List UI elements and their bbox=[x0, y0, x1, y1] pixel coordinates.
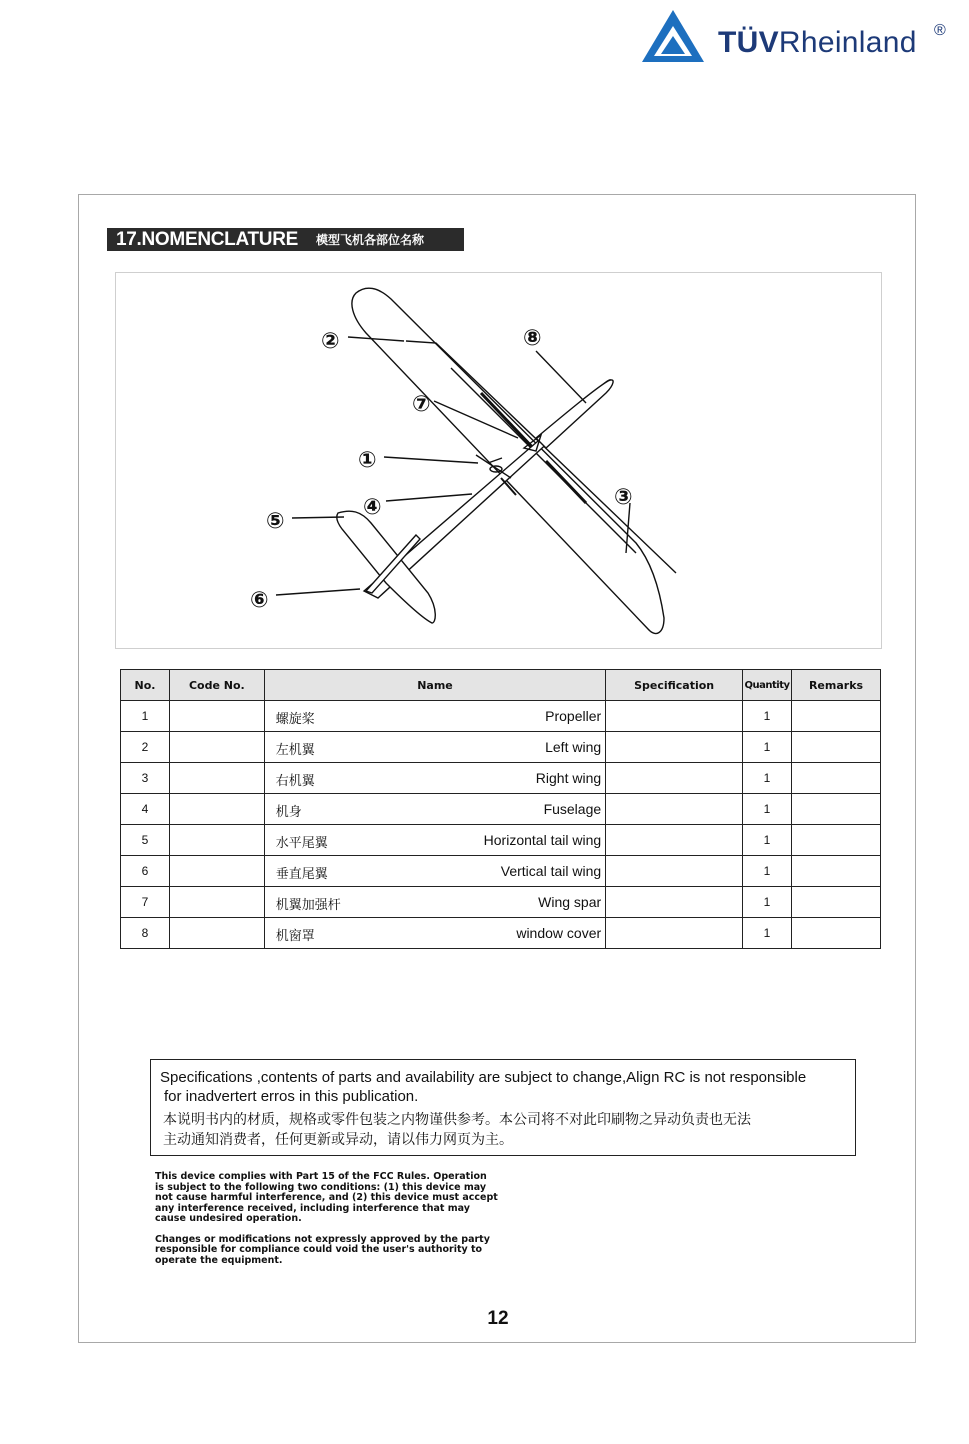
fcc-line: any interference received, including interference that may bbox=[155, 1202, 470, 1214]
row-qty: 1 bbox=[743, 732, 792, 763]
row-code bbox=[169, 732, 264, 763]
fcc-line: operate the equipment. bbox=[155, 1254, 283, 1266]
row-name-en: Horizontal tail wing bbox=[483, 832, 602, 848]
row-no: 5 bbox=[121, 825, 170, 856]
section-title bbox=[107, 228, 464, 251]
row-code bbox=[169, 763, 264, 794]
table-row bbox=[121, 763, 881, 794]
row-qty: 1 bbox=[743, 794, 792, 825]
row-name-zh: 机翼加强杆 bbox=[275, 898, 341, 913]
disclaimer-en-line2: for inadvertert erros in this publication. bbox=[164, 1088, 419, 1105]
disclaimer-en-line1: Specifications ,contents of parts and availability are subject to change,Align RC is not responsible bbox=[160, 1069, 807, 1086]
row-code bbox=[169, 794, 264, 825]
table-row bbox=[121, 856, 881, 887]
col-qty: Quantity bbox=[743, 670, 792, 701]
row-qty: 1 bbox=[743, 763, 792, 794]
callout-7: ⑦ bbox=[412, 392, 431, 417]
airplane-illustration bbox=[116, 273, 883, 650]
callout-1: ① bbox=[358, 448, 377, 473]
row-code bbox=[169, 825, 264, 856]
fcc-line: responsible for compliance could void the user's authority to bbox=[155, 1244, 483, 1255]
table-header-row bbox=[121, 670, 881, 701]
tuv-logo bbox=[640, 8, 960, 66]
row-name-zh: 水平尾翼 bbox=[275, 836, 328, 851]
col-no: No. bbox=[121, 670, 170, 701]
table-row bbox=[121, 701, 881, 732]
row-spec bbox=[606, 918, 743, 949]
col-spec: Specification bbox=[606, 670, 743, 701]
table-row bbox=[121, 918, 881, 949]
row-name-zh: 垂直尾翼 bbox=[275, 867, 328, 882]
row-name bbox=[264, 887, 605, 918]
row-name bbox=[264, 918, 605, 949]
row-name-en: Wing spar bbox=[538, 894, 602, 910]
row-name-zh: 螺旋桨 bbox=[275, 712, 315, 727]
row-qty: 1 bbox=[743, 856, 792, 887]
row-name bbox=[264, 856, 605, 887]
callout-2: ② bbox=[321, 329, 340, 354]
row-spec bbox=[606, 763, 743, 794]
row-remarks bbox=[792, 794, 881, 825]
row-name-zh: 机窗罩 bbox=[275, 929, 315, 944]
fcc-paragraph-1 bbox=[155, 1172, 515, 1225]
disclaimer-zh-line2: 主动通知消费者，任何更新或异动，请以伟力网页为主。 bbox=[163, 1132, 513, 1148]
row-code bbox=[169, 887, 264, 918]
callout-6: ⑥ bbox=[250, 588, 269, 613]
fcc-paragraph-2 bbox=[155, 1235, 515, 1267]
row-name bbox=[264, 701, 605, 732]
tuv-triangle-icon bbox=[640, 8, 706, 64]
row-no: 4 bbox=[121, 794, 170, 825]
row-name-en: Vertical tail wing bbox=[500, 863, 602, 879]
disclaimer-zh bbox=[163, 1110, 849, 1150]
disclaimer-box bbox=[150, 1059, 856, 1156]
row-name-en: window cover bbox=[516, 925, 602, 941]
fcc-line: This device complies with Part 15 of the FCC Rules. Operation bbox=[155, 1171, 487, 1182]
row-qty: 1 bbox=[743, 887, 792, 918]
row-name bbox=[264, 763, 605, 794]
row-name-en: Propeller bbox=[545, 708, 602, 724]
row-qty: 1 bbox=[743, 918, 792, 949]
row-name-zh: 左机翼 bbox=[275, 743, 315, 758]
col-code: Code No. bbox=[169, 670, 264, 701]
row-name bbox=[264, 794, 605, 825]
row-spec bbox=[606, 732, 743, 763]
row-remarks bbox=[792, 732, 881, 763]
row-qty: 1 bbox=[743, 825, 792, 856]
row-spec bbox=[606, 794, 743, 825]
col-remarks: Remarks bbox=[792, 670, 881, 701]
row-no: 6 bbox=[121, 856, 170, 887]
fcc-line: is subject to the following two conditions: (1) this device may bbox=[155, 1181, 487, 1193]
brand-rest: Rheinland bbox=[778, 26, 917, 59]
row-remarks bbox=[792, 887, 881, 918]
row-spec bbox=[606, 887, 743, 918]
fcc-line: not cause harmful interference, and (2) this device must accept bbox=[155, 1192, 498, 1203]
row-no: 2 bbox=[121, 732, 170, 763]
row-code bbox=[169, 701, 264, 732]
section-title-zh: 模型飞机各部位名称 bbox=[316, 233, 425, 247]
row-name-zh: 机身 bbox=[275, 805, 302, 820]
table-row bbox=[121, 825, 881, 856]
page-number: 12 bbox=[487, 1308, 509, 1329]
row-no: 3 bbox=[121, 763, 170, 794]
parts-table bbox=[120, 669, 881, 949]
row-name bbox=[264, 825, 605, 856]
row-spec bbox=[606, 701, 743, 732]
row-code bbox=[169, 918, 264, 949]
callout-5: ⑤ bbox=[266, 509, 285, 534]
row-name bbox=[264, 732, 605, 763]
row-name-en: Fuselage bbox=[543, 801, 602, 817]
row-name-en: Right wing bbox=[535, 770, 602, 786]
section-title-en: 17.NOMENCLATURE bbox=[116, 228, 298, 250]
airplane-diagram bbox=[115, 272, 882, 649]
row-remarks bbox=[792, 918, 881, 949]
row-no: 7 bbox=[121, 887, 170, 918]
brand-bold: TÜV bbox=[718, 26, 779, 59]
row-name-zh: 右机翼 bbox=[275, 774, 315, 789]
row-spec bbox=[606, 825, 743, 856]
callout-3: ③ bbox=[614, 485, 633, 510]
callout-8: ⑧ bbox=[523, 326, 542, 351]
table-row bbox=[121, 794, 881, 825]
registered-mark: ® bbox=[934, 22, 946, 39]
row-spec bbox=[606, 856, 743, 887]
brand-name bbox=[718, 26, 917, 60]
callout-4: ④ bbox=[363, 495, 382, 520]
table-row bbox=[121, 732, 881, 763]
fcc-statement bbox=[155, 1172, 515, 1276]
row-no: 1 bbox=[121, 701, 170, 732]
row-name-en: Left wing bbox=[545, 739, 602, 755]
row-code bbox=[169, 856, 264, 887]
row-qty: 1 bbox=[743, 701, 792, 732]
col-name: Name bbox=[264, 670, 605, 701]
row-remarks bbox=[792, 763, 881, 794]
row-remarks bbox=[792, 825, 881, 856]
disclaimer-zh-line1: 本说明书内的材质，规格或零件包装之内物谨供参考。本公司将不对此印刷物之异动负责也无法 bbox=[163, 1112, 751, 1128]
fcc-line: cause undesired operation. bbox=[155, 1213, 302, 1224]
row-remarks bbox=[792, 856, 881, 887]
fcc-line: Changes or modifications not expressly approved by the party bbox=[155, 1233, 490, 1245]
row-no: 8 bbox=[121, 918, 170, 949]
table-row bbox=[121, 887, 881, 918]
row-remarks bbox=[792, 701, 881, 732]
